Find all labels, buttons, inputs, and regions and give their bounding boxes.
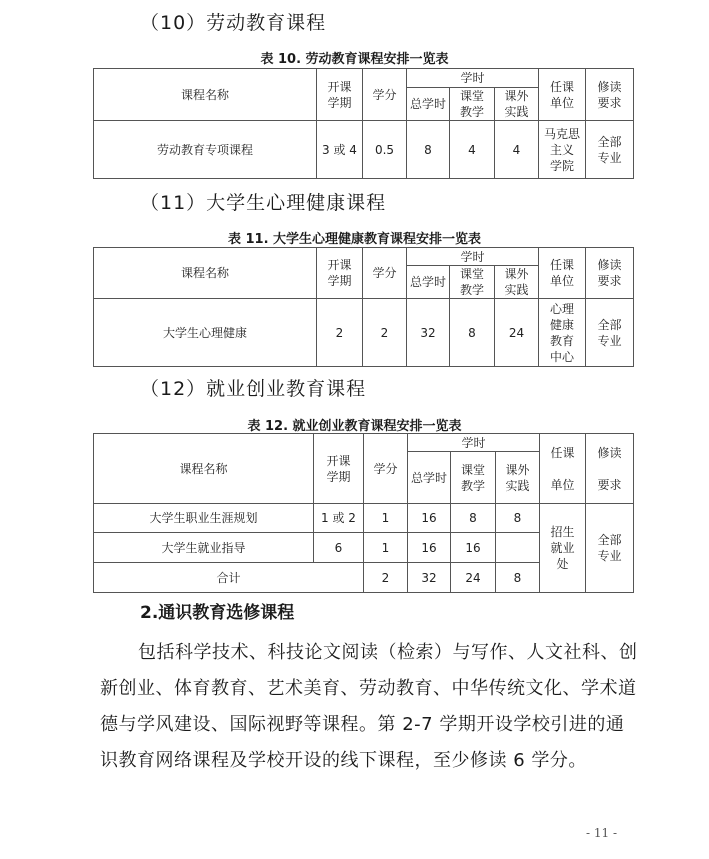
header-course-name: 课程名称 xyxy=(94,69,317,121)
header-class-hours: 课堂 教学 xyxy=(450,266,495,299)
cell-term: 3 或 4 xyxy=(317,121,363,179)
header-requirement: 修读 要求 xyxy=(586,248,634,299)
header-practice-hours: 课外 实践 xyxy=(496,452,540,504)
cell-credit: 2 xyxy=(363,299,407,367)
cell-total-hours: 32 xyxy=(408,563,451,593)
cell-class-hours: 8 xyxy=(451,504,496,533)
general-electives-paragraph: 包括科学技术、科技论文阅读（检索）与写作、人文社科、创新创业、体育教育、艺术美育、劳动教育、中华传统文化、学术道德与学风建设、国际视野等课程。第 2-7 学期开设学校引进的通识教育网络课程及学校开设的线下课程，至少修读 6 学分。 xyxy=(100,642,638,771)
cell-credit: 0.5 xyxy=(363,121,407,179)
header-unit: 任课 单位 xyxy=(540,434,586,504)
cell-class-hours: 8 xyxy=(450,299,495,367)
header-unit: 任课 单位 xyxy=(539,69,586,121)
header-credit: 学分 xyxy=(363,69,407,121)
table-12-caption: 表 12. 就业创业教育课程安排一览表 xyxy=(247,419,462,434)
header-hours: 学时 xyxy=(407,69,539,88)
cell-requirement: 全部 专业 xyxy=(586,504,634,593)
header-credit: 学分 xyxy=(363,248,407,299)
cell-unit: 招生 就业 处 xyxy=(540,504,586,593)
header-term: 开课 学期 xyxy=(314,434,364,504)
cell-class-hours: 4 xyxy=(450,121,495,179)
section-heading-general-electives: 2.通识教育选修课程 xyxy=(140,603,295,623)
cell-practice-hours xyxy=(496,533,540,563)
header-requirement: 修读 要求 xyxy=(586,69,634,121)
header-total-hours: 总学时 xyxy=(407,88,450,121)
header-course-name: 课程名称 xyxy=(94,248,317,299)
table-row xyxy=(94,299,634,367)
cell-total-hours: 32 xyxy=(407,299,450,367)
cell-credit: 1 xyxy=(364,533,408,563)
cell-course-name: 大学生职业生涯规划 xyxy=(94,504,314,533)
cell-credit: 1 xyxy=(364,504,408,533)
section-heading-10: （10）劳动教育课程 xyxy=(140,12,327,34)
cell-requirement: 全部 专业 xyxy=(586,299,634,367)
cell-practice-hours: 8 xyxy=(496,563,540,593)
table-row xyxy=(94,121,634,179)
cell-credit: 2 xyxy=(364,563,408,593)
cell-term: 6 xyxy=(314,533,364,563)
cell-total-hours: 16 xyxy=(408,504,451,533)
cell-practice-hours: 24 xyxy=(495,299,539,367)
table-10-caption: 表 10. 劳动教育课程安排一览表 xyxy=(260,52,449,67)
cell-unit: 马克思 主义 学院 xyxy=(539,121,586,179)
header-requirement: 修读 要求 xyxy=(586,434,634,504)
header-hours: 学时 xyxy=(407,248,539,266)
cell-total-hours: 8 xyxy=(407,121,450,179)
cell-term: 2 xyxy=(317,299,363,367)
header-practice-hours: 课外 实践 xyxy=(495,266,539,299)
header-term: 开课 学期 xyxy=(317,248,363,299)
header-total-hours: 总学时 xyxy=(408,452,451,504)
table-row xyxy=(94,504,634,533)
cell-practice-hours: 8 xyxy=(496,504,540,533)
table-10 xyxy=(93,68,634,179)
cell-course-name: 大学生心理健康 xyxy=(94,299,317,367)
header-class-hours: 课堂 教学 xyxy=(450,88,495,121)
header-course-name: 课程名称 xyxy=(94,434,314,504)
cell-sum-label: 合计 xyxy=(94,563,364,593)
header-unit: 任课 单位 xyxy=(539,248,586,299)
section-heading-12: （12）就业创业教育课程 xyxy=(140,378,367,400)
cell-course-name: 大学生就业指导 xyxy=(94,533,314,563)
header-total-hours: 总学时 xyxy=(407,266,450,299)
header-practice-hours: 课外 实践 xyxy=(495,88,539,121)
table-12 xyxy=(93,433,634,593)
header-hours: 学时 xyxy=(408,434,540,452)
cell-requirement: 全部 专业 xyxy=(586,121,634,179)
page-number: - 11 - xyxy=(585,826,617,840)
header-term: 开课 学期 xyxy=(317,69,363,121)
header-credit: 学分 xyxy=(364,434,408,504)
table-11-caption: 表 11. 大学生心理健康教育课程安排一览表 xyxy=(227,232,482,247)
section-heading-11: （11）大学生心理健康课程 xyxy=(140,192,387,214)
cell-total-hours: 16 xyxy=(408,533,451,563)
cell-class-hours: 24 xyxy=(451,563,496,593)
cell-term: 1 或 2 xyxy=(314,504,364,533)
table-11 xyxy=(93,247,634,367)
cell-class-hours: 16 xyxy=(451,533,496,563)
header-class-hours: 课堂 教学 xyxy=(451,452,496,504)
cell-unit: 心理 健康 教育 中心 xyxy=(539,299,586,367)
cell-practice-hours: 4 xyxy=(495,121,539,179)
cell-course-name: 劳动教育专项课程 xyxy=(94,121,317,179)
